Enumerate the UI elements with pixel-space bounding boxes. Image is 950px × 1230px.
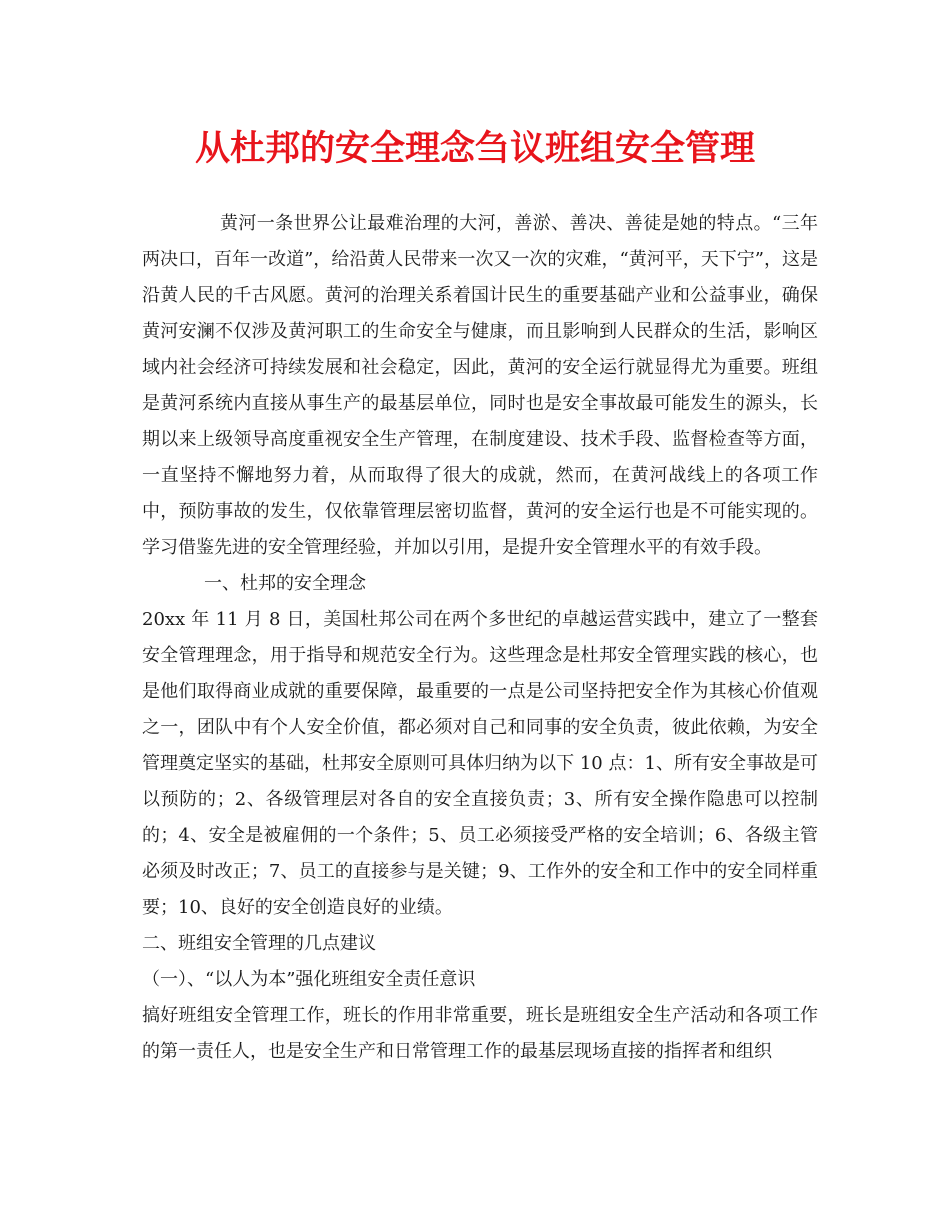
document-title: 从杜邦的安全理念刍议班组安全管理 (194, 128, 755, 169)
section-heading-team-safety-suggestions: 二、班组安全管理的几点建议 (142, 933, 376, 954)
section-heading-dupont-philosophy: 一、杜邦的安全理念 (204, 573, 366, 594)
paragraph-dupont-principles: 20xx 年 11 月 8 日，美国杜邦公司在两个多世纪的卓越运营实践中，建立了一整套安全管理理念，用于指导和规范安全行为。这些理念是杜邦安全管理实践的核心，也是他们取得商业成就的重要保障，最重要的一点是公司坚持把安全作为其核心价值观之一，团队中有个人安全价值，都必须对自己和同事的安全负责，彼此依赖，为安全管理奠定坚实的基础，杜邦安全原则可具体归纳为以下 10 点：1、所有安全事故是可以预防的；2、各级管理层对各自的安全直接负责；3、所有安全操作隐患可以控制的；4、安全是被雇佣的一个条件；5、员工必须接受严格的安全培训；6、各级主管必须及时改正；7、员工的直接参与是关键；9、工作外的安全和工作中的安全同样重要；10、良好的安全创造良好的业绩。 (142, 609, 818, 918)
document-body (142, 206, 818, 1070)
paragraph-intro: 黄河一条世界公让最难治理的大河，善淤、善决、善徒是她的特点。“三年两决口，百年一改道”，给沿黄人民带来一次又一次的灾难，“黄河平，天下宁”，这是沿黄人民的千古风愿。黄河的治理关系着国计民生的重要基础产业和公益事业，确保黄河安澜不仅涉及黄河职工的生命安全与健康，而且影响到人民群众的生活，影响区域内社会经济可持续发展和社会稳定，因此，黄河的安全运行就显得尤为重要。班组是黄河系统内直接从事生产的最基层单位，同时也是安全事故最可能发生的源头，长期以来上级领导高度重视安全生产管理，在制度建设、技术手段、监督检查等方面，一直坚持不懈地努力着，从而取得了很大的成就，然而，在黄河战线上的各项工作中，预防事故的发生，仅依靠管理层密切监督，黄河的安全运行也是不可能实现的。学习借鉴先进的安全管理经验，并加以引用，是提升安全管理水平的有效手段。 (142, 213, 818, 558)
subsection-heading-people-oriented: （一）、“以人为本”强化班组安全责任意识 (142, 969, 476, 990)
paragraph-team-leader-role: 搞好班组安全管理工作，班长的作用非常重要，班长是班组安全生产活动和各项工作的第一责任人，也是安全生产和日常管理工作的最基层现场直接的指挥者和组织 (142, 1005, 818, 1062)
